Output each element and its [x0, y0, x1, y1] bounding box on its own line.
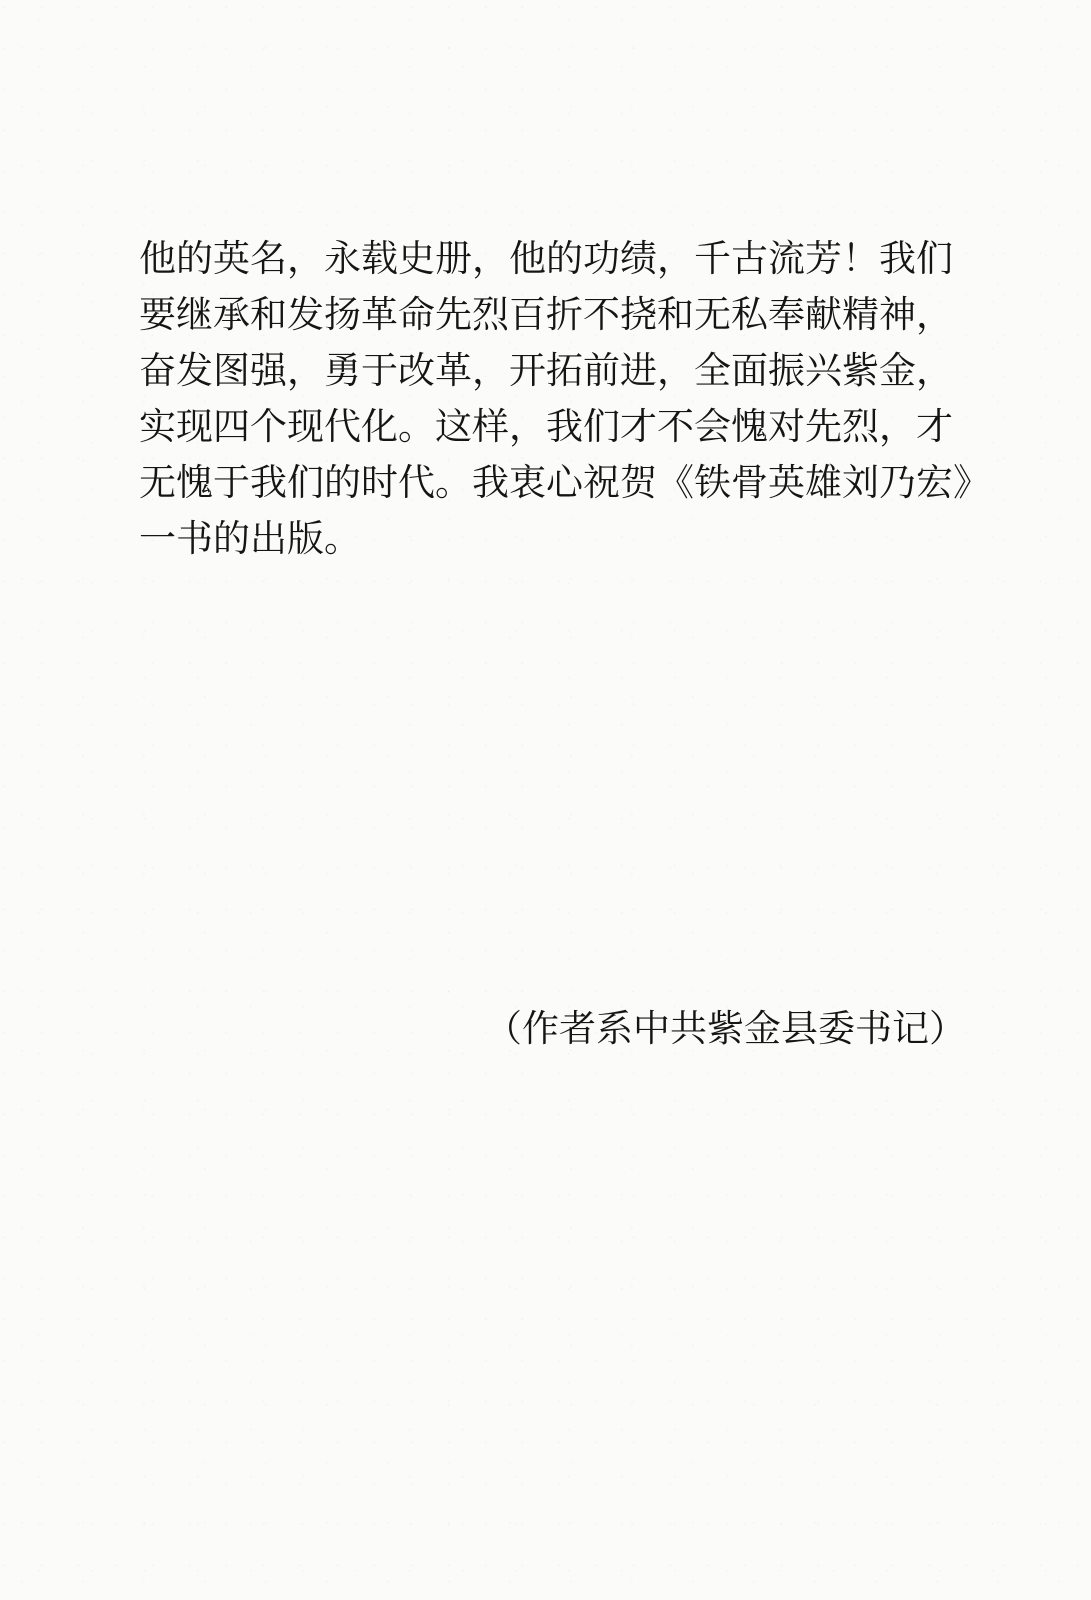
- body-line: 他的英名，永载史册，他的功绩，千古流芳！我们: [139, 237, 953, 280]
- body-line: 无愧于我们的时代。我衷心祝贺《铁骨英雄刘乃宏》: [139, 461, 990, 504]
- body-line: 一书的出版。: [139, 517, 361, 560]
- author-signature: （作者系中共紫金县委书记）: [485, 1007, 966, 1050]
- body-paragraph: [139, 236, 990, 572]
- body-line: 奋发图强，勇于改革，开拓前进，全面振兴紫金，: [139, 349, 953, 392]
- body-line: 实现四个现代化。这样，我们才不会愧对先烈，才: [139, 405, 953, 448]
- body-line: 要继承和发扬革命先烈百折不挠和无私奉献精神，: [139, 293, 953, 336]
